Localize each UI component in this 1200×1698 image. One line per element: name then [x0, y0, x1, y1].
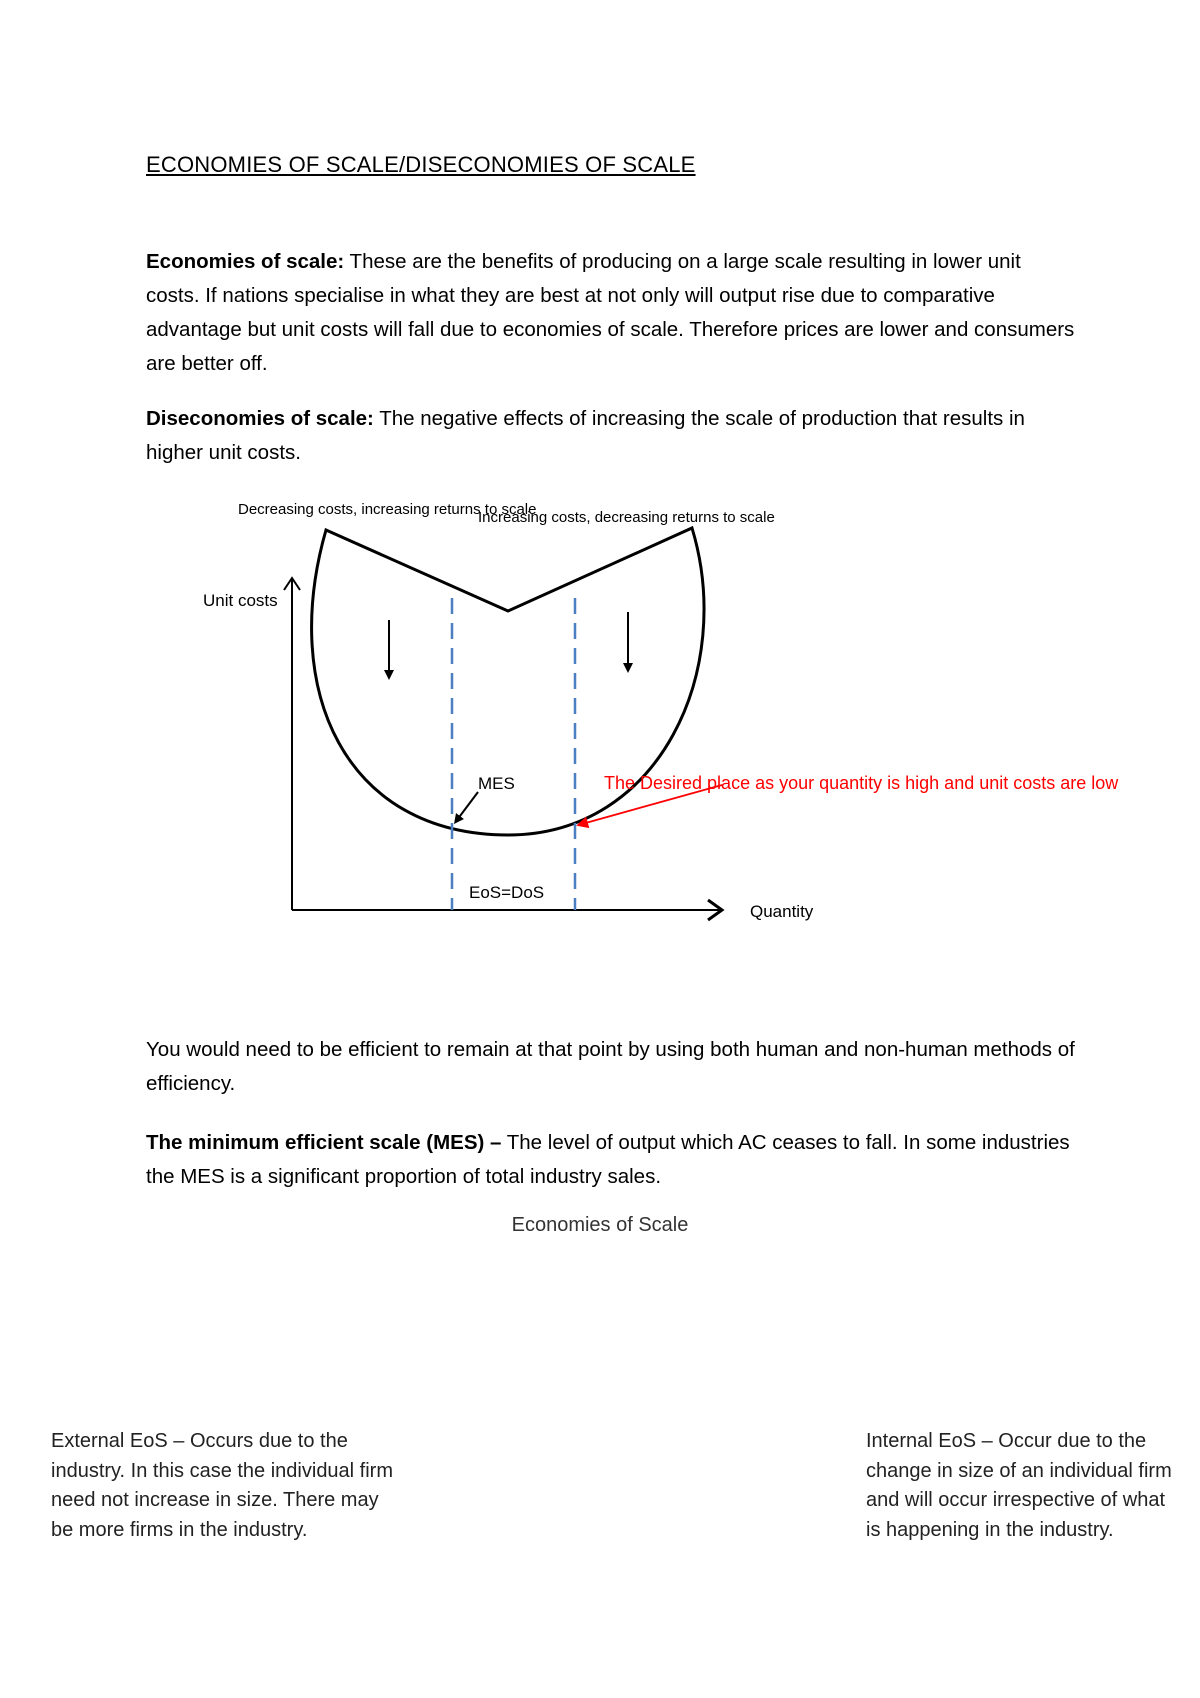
y-axis-label: Unit costs: [203, 591, 278, 610]
eos-dos-label: EoS=DoS: [469, 883, 545, 902]
mes-paragraph: [146, 1126, 1076, 1194]
mes-definition: The level of output which AC ceases to fall. In some industries the MES is a significant proportion of total industry sales.: [146, 1131, 1070, 1188]
mes-pointer-arrow: [457, 792, 478, 820]
increasing-costs-label: Increasing costs, decreasing returns to scale: [478, 509, 775, 526]
efficiency-paragraph: You would need to be efficient to remain at that point by using both human and non-human methods of efficiency.: [146, 1038, 1075, 1095]
page-title: ECONOMIES OF SCALE/DISECONOMIES OF SCALE: [146, 152, 696, 177]
economies-of-scale-diagram: [0, 490, 1200, 950]
mes-label: MES: [478, 774, 515, 793]
diseconomies-of-scale-definition: The negative effects of increasing the scale of production that results in higher unit costs.: [146, 407, 1025, 464]
x-axis-label: Quantity: [750, 902, 814, 921]
economies-of-scale-term: Economies of scale:: [146, 250, 345, 273]
mes-term: The minimum efficient scale (MES) –: [146, 1131, 502, 1154]
diseconomies-of-scale-term: Diseconomies of scale:: [146, 407, 374, 430]
desired-place-label: The Desired place as your quantity is high and unit costs are low: [604, 773, 1119, 793]
economies-of-scale-paragraph: [146, 245, 1076, 381]
diseconomies-of-scale-paragraph: [146, 402, 1076, 470]
external-eos-text: External EoS – Occurs due to the industry. In this case the individual firm need not increase in size. There may be more firms in the industry.: [51, 1430, 394, 1541]
internal-eos-text: Internal EoS – Occur due to the change in size of an individual firm and will occur irrespective of what is happening in the industry.: [866, 1430, 1172, 1541]
decreasing-costs-label: Decreasing costs, increasing returns to scale: [238, 501, 537, 518]
economies-of-scale-caption: Economies of Scale: [511, 1214, 689, 1236]
economies-of-scale-definition: These are the benefits of producing on a large scale resulting in lower unit costs. If nations specialise in what they are best at not only will output rise due to comparative advantage but unit costs will fall due to economies of scale. Therefore prices are lower and consumers are better off.: [146, 250, 1075, 375]
